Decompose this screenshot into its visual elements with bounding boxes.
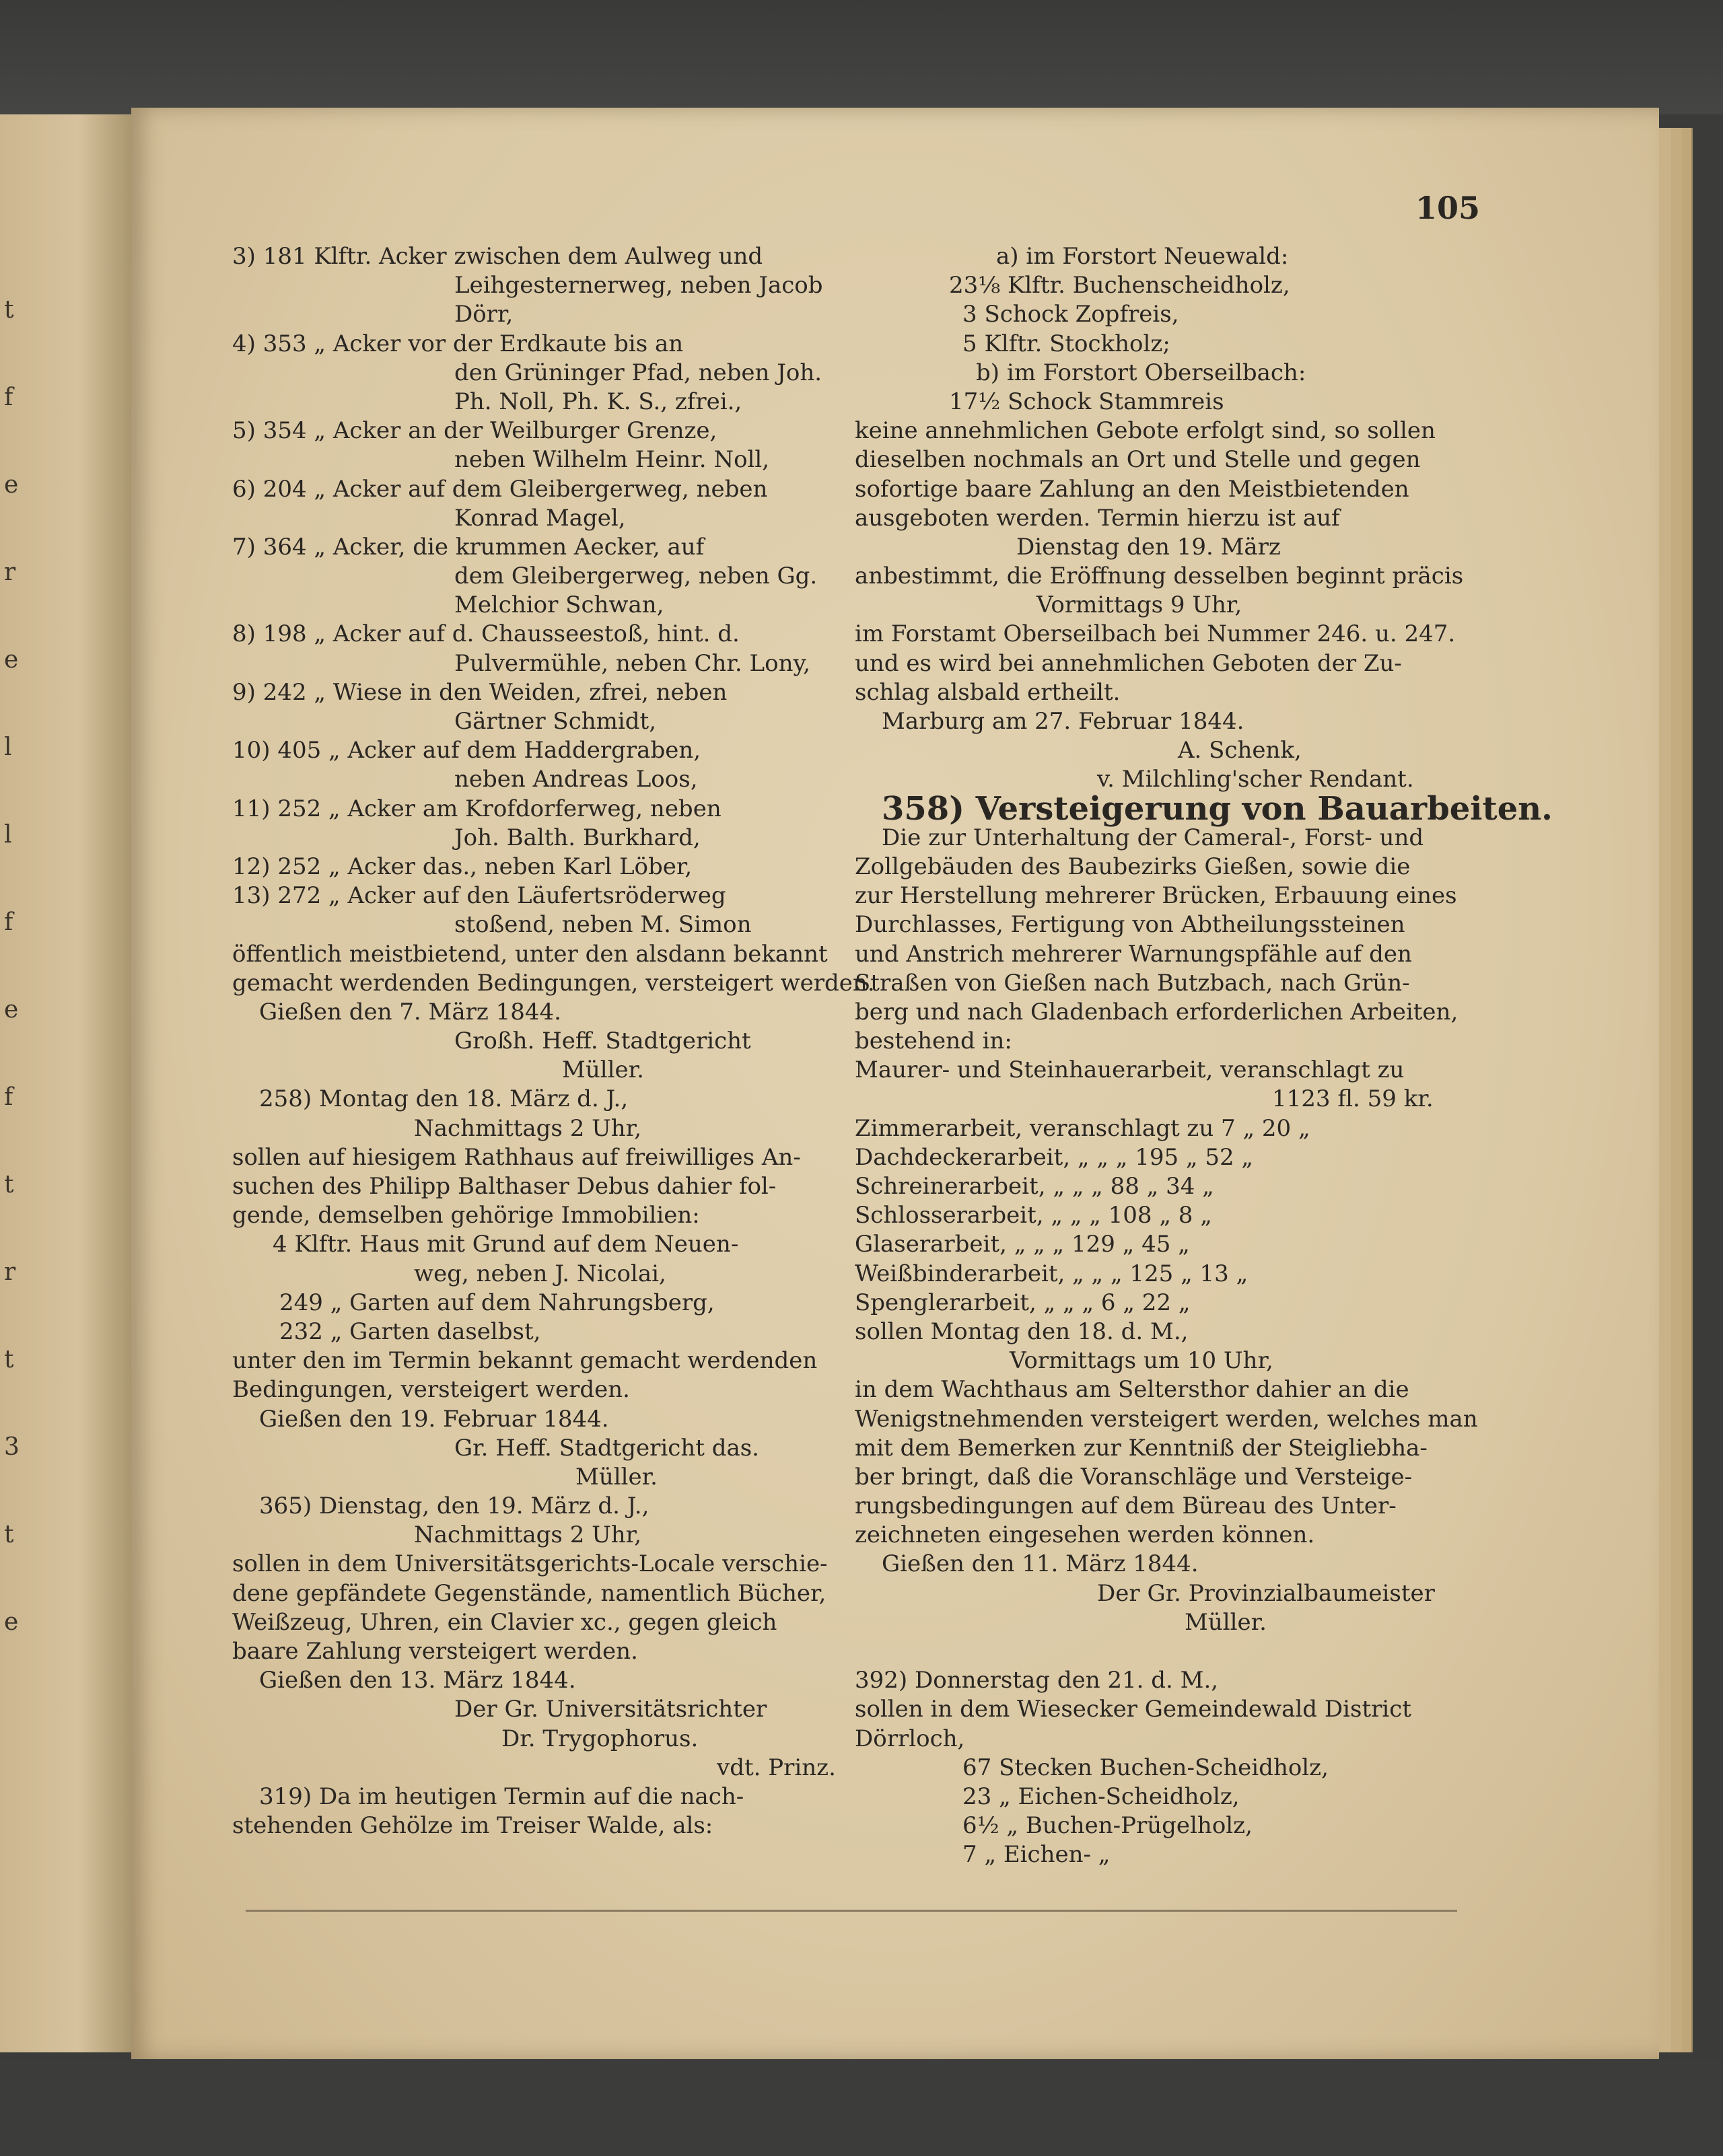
left-page-fragment: e xyxy=(4,1608,19,1636)
left-page-fragment: e xyxy=(4,471,19,499)
text-line: 7) 364 „ Acker, die krummen Aecker, auf xyxy=(232,533,705,561)
left-facing-page-edge xyxy=(0,114,131,2052)
text-line: Zimmerarbeit, veranschlagt zu 7 „ 20 „ xyxy=(855,1114,1310,1142)
bottom-rule xyxy=(246,1910,1457,1912)
page-edge-stack xyxy=(1659,128,1673,2052)
text-line: Zollgebäuden des Baubezirks Gießen, sowie die xyxy=(855,853,1411,880)
left-page-fragment: l xyxy=(4,733,12,761)
text-line: 67 Stecken Buchen-Scheidholz, xyxy=(962,1754,1329,1781)
text-line: 12) 252 „ Acker das., neben Karl Löber, xyxy=(232,853,693,880)
text-line: 232 „ Garten daselbst, xyxy=(279,1318,541,1345)
text-line: 3) 181 Klftr. Acker zwischen dem Aulweg und xyxy=(232,243,763,270)
text-line: Durchlasses, Fertigung von Abtheilungssteinen xyxy=(855,911,1405,939)
text-line: Konrad Magel, xyxy=(454,504,626,532)
text-line: in dem Wachthaus am Seltersthor dahier an die xyxy=(855,1376,1409,1404)
text-line: 10) 405 „ Acker auf dem Haddergraben, xyxy=(232,737,701,764)
text-line: 258) Montag den 18. März d. J., xyxy=(259,1085,629,1113)
text-line: schlag alsbald ertheilt. xyxy=(855,678,1121,706)
text-line: Schreinerarbeit, „ „ „ 88 „ 34 „ xyxy=(855,1173,1214,1200)
text-line: 7 „ Eichen- „ xyxy=(962,1841,1111,1869)
text-line: den Grüninger Pfad, neben Joh. xyxy=(454,359,822,386)
text-line: 4) 353 „ Acker vor der Erdkaute bis an xyxy=(232,330,684,357)
text-line: 358) Versteigerung von Bauarbeiten. xyxy=(882,789,1553,828)
text-line: 9) 242 „ Wiese in den Weiden, zfrei, neben xyxy=(232,678,728,706)
text-line: ber bringt, daß die Voranschläge und Versteige- xyxy=(855,1463,1413,1490)
left-text-column xyxy=(232,242,875,1840)
text-line: Müller. xyxy=(1185,1608,1267,1636)
text-line: Gr. Heff. Stadtgericht das. xyxy=(454,1434,759,1462)
text-line: v. Milchling'scher Rendant. xyxy=(1097,766,1414,793)
text-line: 13) 272 „ Acker auf den Läufertsröderweg xyxy=(232,882,726,910)
text-line: 1123 fl. 59 kr. xyxy=(1272,1085,1434,1113)
text-line: baare Zahlung versteigert werden. xyxy=(232,1638,638,1665)
scanner-background-top xyxy=(0,0,1723,114)
left-page-fragment: f xyxy=(4,384,13,411)
text-line: und Anstrich mehrerer Warnungspfähle auf den xyxy=(855,940,1412,968)
text-line: Vormittags um 10 Uhr, xyxy=(1010,1347,1273,1375)
text-line: 3 Schock Zopfreis, xyxy=(962,301,1179,328)
text-line: 11) 252 „ Acker am Krofdorferweg, neben xyxy=(232,795,722,822)
text-line: Gießen den 13. März 1844. xyxy=(259,1667,576,1694)
text-line: 8) 198 „ Acker auf d. Chausseestoß, hint. d. xyxy=(232,620,740,648)
text-line: Dr. Trygophorus. xyxy=(501,1725,699,1752)
text-line: sollen in dem Wiesecker Gemeindewald District xyxy=(855,1696,1411,1723)
text-line: sollen in dem Universitätsgerichts-Locale verschie- xyxy=(232,1550,828,1578)
text-line: 6) 204 „ Acker auf dem Gleibergerweg, neben xyxy=(232,475,768,503)
text-line: Müller. xyxy=(562,1056,644,1084)
text-line: öffentlich meistbietend, unter den alsdann bekannt xyxy=(232,940,828,968)
text-line: dem Gleibergerweg, neben Gg. xyxy=(454,563,818,590)
text-line: gemacht werdenden Bedingungen, versteigert werden. xyxy=(232,969,875,997)
text-line: stehenden Gehölze im Treiser Walde, als: xyxy=(232,1812,713,1840)
text-line: berg und nach Gladenbach erforderlichen Arbeiten, xyxy=(855,998,1458,1026)
text-line: zeichneten eingesehen werden können. xyxy=(855,1521,1315,1549)
text-line: Gärtner Schmidt, xyxy=(454,708,657,735)
text-line: 5) 354 „ Acker an der Weilburger Grenze, xyxy=(232,417,717,445)
text-line: dieselben nochmals an Ort und Stelle und gegen xyxy=(855,446,1421,474)
text-line: 23⅛ Klftr. Buchenscheidholz, xyxy=(949,272,1290,299)
scanner-background-bottom xyxy=(0,2059,1723,2156)
text-line: Maurer- und Steinhauerarbeit, veranschlagt zu xyxy=(855,1056,1405,1084)
text-line: Dörrloch, xyxy=(855,1725,965,1752)
text-line: Gießen den 19. Februar 1844. xyxy=(259,1405,609,1433)
text-line: 392) Donnerstag den 21. d. M., xyxy=(855,1667,1219,1694)
left-page-fragment: t xyxy=(4,1521,14,1548)
left-page-fragment: e xyxy=(4,646,19,674)
text-line: Dachdeckerarbeit, „ „ „ 195 „ 52 „ xyxy=(855,1143,1254,1171)
text-line: unter den im Termin bekannt gemacht werdenden xyxy=(232,1347,818,1375)
text-line: neben Wilhelm Heinr. Noll, xyxy=(454,446,770,474)
text-line: dene gepfändete Gegenstände, namentlich Bücher, xyxy=(232,1579,827,1607)
text-line: Straßen von Gießen nach Butzbach, nach Grün- xyxy=(855,969,1410,997)
text-line: ausgeboten werden. Termin hierzu ist auf xyxy=(855,504,1340,532)
text-line: Dörr, xyxy=(454,301,514,328)
left-page-fragment: e xyxy=(4,996,19,1023)
text-line: suchen des Philipp Balthaser Debus dahier fol- xyxy=(232,1173,777,1200)
left-page-fragment: r xyxy=(4,1258,16,1286)
text-line: Die zur Unterhaltung der Cameral-, Forst- und xyxy=(882,824,1424,851)
text-line: Der Gr. Universitätsrichter xyxy=(454,1696,767,1723)
text-line: 6½ „ Buchen-Prügelholz, xyxy=(962,1812,1253,1840)
text-line: Weißbinderarbeit, „ „ „ 125 „ 13 „ xyxy=(855,1260,1249,1287)
text-line: Wenigstnehmenden versteigert werden, welches man xyxy=(855,1405,1478,1433)
text-line: Glaserarbeit, „ „ „ 129 „ 45 „ xyxy=(855,1231,1190,1258)
text-line: Bedingungen, versteigert werden. xyxy=(232,1376,630,1404)
text-line: Gießen den 7. März 1844. xyxy=(259,998,561,1026)
text-line: gende, demselben gehörige Immobilien: xyxy=(232,1202,700,1229)
text-line: 23 „ Eichen-Scheidholz, xyxy=(962,1783,1240,1810)
text-line: Pulvermühle, neben Chr. Lony, xyxy=(454,649,810,677)
left-page-fragment: l xyxy=(4,821,12,849)
text-line: Weißzeug, Uhren, ein Clavier xc., gegen gleich xyxy=(232,1608,777,1636)
text-line: 365) Dienstag, den 19. März d. J., xyxy=(259,1493,649,1520)
text-line: Joh. Balth. Burkhard, xyxy=(454,824,701,851)
left-page-fragment: 3 xyxy=(4,1433,20,1461)
left-page-fragment: f xyxy=(4,908,13,936)
text-line: Vormittags 9 Uhr, xyxy=(1036,591,1242,619)
text-line: a) im Forstort Neuewald: xyxy=(996,243,1289,270)
text-line: mit dem Bemerken zur Kenntniß der Steigliebha- xyxy=(855,1434,1428,1462)
text-line: 17½ Schock Stammreis xyxy=(949,388,1224,415)
text-line: 319) Da im heutigen Termin auf die nach- xyxy=(259,1783,744,1810)
text-line: Nachmittags 2 Uhr, xyxy=(414,1114,642,1142)
text-line: sollen Montag den 18. d. M., xyxy=(855,1318,1189,1345)
text-line: Gießen den 11. März 1844. xyxy=(882,1550,1199,1578)
text-line: Der Gr. Provinzialbaumeister xyxy=(1097,1579,1435,1607)
page-edge-stack xyxy=(1682,128,1693,2052)
text-line: und es wird bei annehmlichen Geboten der Zu- xyxy=(855,649,1402,677)
text-line: Großh. Heff. Stadtgericht xyxy=(454,1028,751,1055)
text-line xyxy=(855,1637,1461,1666)
text-line: Spenglerarbeit, „ „ „ 6 „ 22 „ xyxy=(855,1289,1191,1316)
text-line: bestehend in: xyxy=(855,1028,1012,1055)
text-line: sofortige baare Zahlung an den Meistbietenden xyxy=(855,475,1409,503)
text-line: Dienstag den 19. März xyxy=(1016,533,1281,561)
left-page-fragment: r xyxy=(4,559,16,586)
text-line: keine annehmlichen Gebote erfolgt sind, so sollen xyxy=(855,417,1436,445)
text-line: weg, neben J. Nicolai, xyxy=(414,1260,666,1287)
text-line: 4 Klftr. Haus mit Grund auf dem Neuen- xyxy=(273,1231,739,1258)
text-line: Nachmittags 2 Uhr, xyxy=(414,1521,642,1549)
text-line: A. Schenk, xyxy=(1178,737,1302,764)
text-line: im Forstamt Oberseilbach bei Nummer 246. u. 247. xyxy=(855,620,1456,648)
left-page-fragment: t xyxy=(4,1346,14,1373)
text-line: Marburg am 27. Februar 1844. xyxy=(882,708,1244,735)
text-line: rungsbedingungen auf dem Büreau des Unter- xyxy=(855,1493,1397,1520)
right-text-column xyxy=(855,242,1553,1870)
text-line: anbestimmt, die Eröffnung desselben beginnt präcis xyxy=(855,563,1464,590)
text-line: b) im Forstort Oberseilbach: xyxy=(976,359,1306,386)
page-number: 105 xyxy=(1415,190,1481,226)
text-line: stoßend, neben M. Simon xyxy=(454,911,752,939)
text-line: Leihgesternerweg, neben Jacob xyxy=(454,272,823,299)
left-page-fragment: f xyxy=(4,1083,13,1111)
text-line: Melchior Schwan, xyxy=(454,591,664,619)
text-line: Schlosserarbeit, „ „ „ 108 „ 8 „ xyxy=(855,1202,1212,1229)
left-page-fragment: t xyxy=(4,1171,14,1198)
text-line: vdt. Prinz. xyxy=(717,1754,836,1781)
text-line: Müller. xyxy=(575,1463,658,1490)
left-page-fragment: t xyxy=(4,296,14,324)
text-line: sollen auf hiesigem Rathhaus auf freiwilliges An- xyxy=(232,1143,801,1171)
text-line: neben Andreas Loos, xyxy=(454,766,698,793)
text-line: zur Herstellung mehrerer Brücken, Erbauung eines xyxy=(855,882,1457,910)
text-line: 5 Klftr. Stockholz; xyxy=(962,330,1170,357)
text-line: 249 „ Garten auf dem Nahrungsberg, xyxy=(279,1289,715,1316)
text-line: Ph. Noll, Ph. K. S., zfrei., xyxy=(454,388,742,415)
